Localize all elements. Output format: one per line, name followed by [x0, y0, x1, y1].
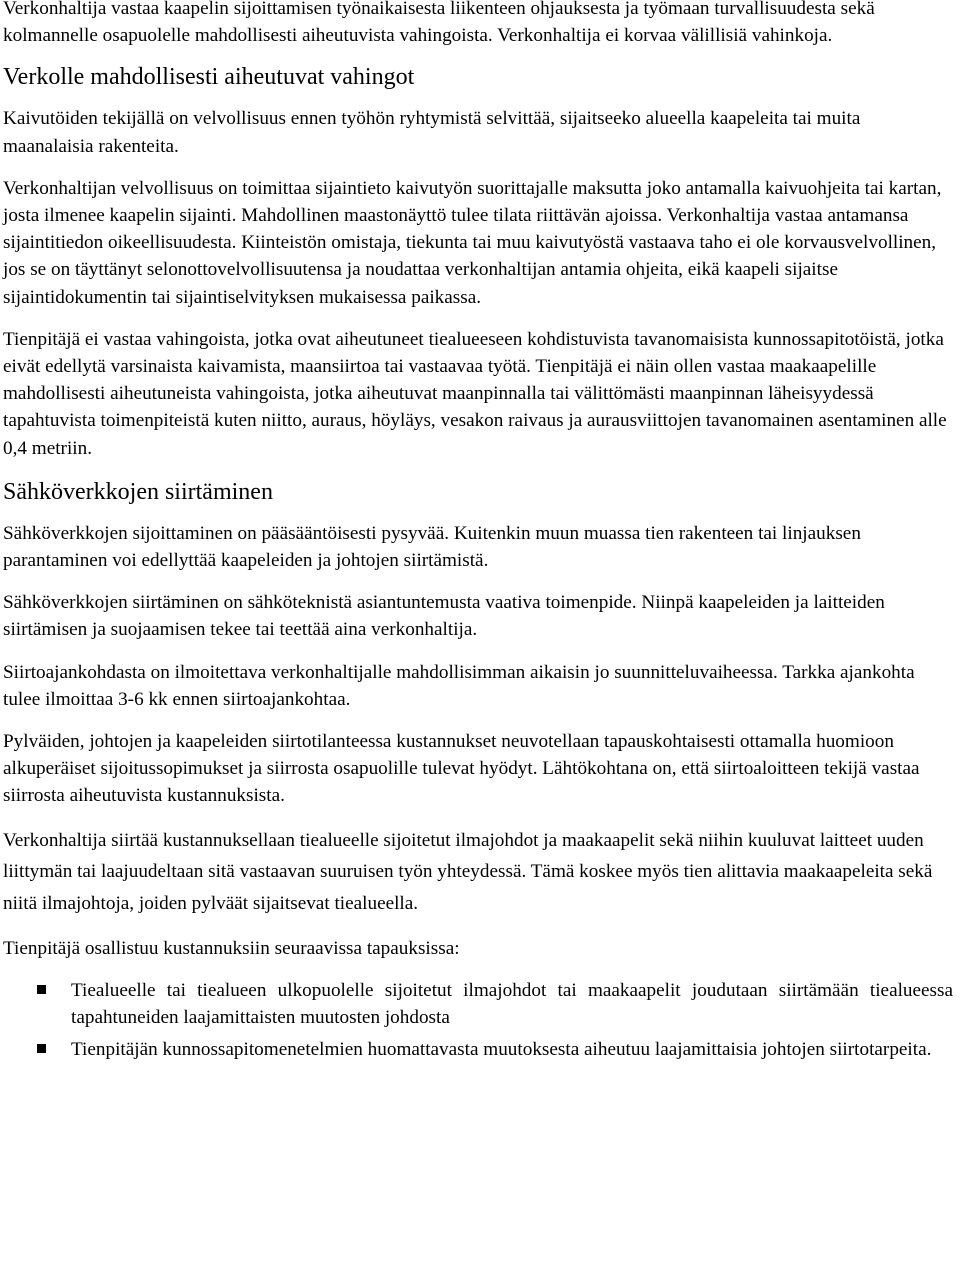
paragraph-excavation-duty: Kaivutöiden tekijällä on velvollisuus ennen työhön ryhtymistä selvittää, sijaitseeko alueella kaapeleita tai muita maanalaisia rakenteita.: [3, 108, 861, 157]
paragraph-relocation-costs: Pylväiden, johtojen ja kaapeleiden siirtotilanteessa kustannukset neuvotellaan tapauskohtaisesti ottamalla huomioon alkuperäiset sijoitussopimukset ja siirrosta osapuolille tulevat hyödyt. Lähtökohtana on, että siirtoaloitteen tekijä vastaa siirrosta aiheutuvista kustannuksista.: [3, 731, 920, 807]
document-page: [3, 0, 953, 1063]
list-item: [3, 1036, 953, 1063]
heading-network-damages: Verkolle mahdollisesti aiheutuvat vahingot: [3, 64, 415, 91]
paragraph-location-info: Verkonhaltijan velvollisuus on toimittaa sijaintieto kaivutyön suorittajalle maksutta joko antamalla kaivuohjeita tai kartan, josta ilmenee kaapelin sijainti. Mahdollinen maastonäyttö tulee tilata riittävän ajoissa. Verkonhaltija vastaa antamansa sijaintitiedon oikeellisuudesta. Kiinteistön omistaja, tiekunta tai muu kaivutyöstä vastaava taho ei ole korvausvelvollinen, jos se on täyttänyt selonottovelvollisuutensa ja noudattaa verkonhaltijan antamia ohjeita, eikä kaapeli sijaitse sijaintidokumentin tai sijaintiselvityksen mukaisessa paikassa.: [3, 177, 942, 308]
list-item: [3, 977, 953, 1031]
square-bullet-icon: [37, 985, 46, 994]
paragraph-relocation-expertise: Sähköverkkojen siirtäminen on sähköteknistä asiantuntemusta vaativa toimenpide. Niinpä kaapeleiden ja laitteiden siirtämisen ja suojaamisen tekee tai teettää aina verkonhaltija.: [3, 592, 885, 641]
square-bullet-icon: [37, 1044, 46, 1053]
heading-network-relocation: Sähköverkkojen siirtäminen: [3, 478, 273, 505]
paragraph-permanent-placement: Sähköverkkojen sijoittaminen on pääsääntöisesti pysyvää. Kuitenkin muun muassa tien rakenteen tai linjauksen parantaminen voi edellyttää kaapeleiden ja johtojen siirtämistä.: [3, 522, 861, 572]
list-item-text: Tiealueelle tai tiealueen ulkopuolelle sijoitetut ilmajohdot tai maakaapelit joudutaan siirtämään tiealueessa tapahtuneiden laajamittaisten muutosten johdosta: [71, 980, 953, 1029]
paragraph-relocation-notice: Siirtoajankohdasta on ilmoitettava verkonhaltijalle mahdollisimman aikaisin jo suunnitteluvaiheessa. Tarkka ajankohta tulee ilmoittaa 3-6 kk ennen siirtoajankohtaa.: [3, 661, 915, 710]
list-item-text: Tienpitäjän kunnossapitomenetelmien huomattavasta muutoksesta aiheutuu laajamittaisia johtojen siirtotarpeita.: [71, 1038, 932, 1060]
paragraph-operator-relocation: Verkonhaltija siirtää kustannuksellaan tiealueelle sijoitetut ilmajohdot ja maakaapelit sekä niihin kuuluvat laitteet uuden liittymän tai laajuudeltaan sitä vastaavan suuruisen työn yhteydessä. Tämä koskee myös tien alittavia maakaapeleita sekä niitä ilmajohtoja, joiden pylväät sijaitsevat tiealueella.: [3, 829, 933, 915]
paragraph-road-authority-maintenance: Tienpitäjä ei vastaa vahingoista, jotka ovat aiheutuneet tiealueeseen kohdistuvista tavanomaisista kunnossapitotöistä, jotka eivät edellytä varsinaista kaivamista, maansiirtoa tai vastaavaa työtä. Tienpitäjä ei näin ollen vastaa maakaapelille mahdollisesti aiheutuneista vahingoista, jotka aiheutuvat maanpinnalla tai välittömästi maanpinnan läheisyydessä tapahtuvista toimenpiteistä kuten niitto, auraus, höyläys, vesakon raivaus ja aurausviittojen tavanomainen asentaminen alle 0,4 metriin.: [3, 328, 947, 459]
cost-cases-list: [3, 977, 953, 1063]
paragraph-cost-participation: Tienpitäjä osallistuu kustannuksiin seuraavissa tapauksissa:: [3, 938, 460, 960]
paragraph-contractor-liability: Verkonhaltija vastaa kaapelin sijoittamisen työnaikaisesta liikenteen ohjauksesta ja työmaan turvallisuudesta sekä kolmannelle osapuolelle mahdollisesti aiheutuvista vahingoista. Verkonhaltija ei korvaa välillisiä vahinkoja.: [3, 0, 875, 47]
